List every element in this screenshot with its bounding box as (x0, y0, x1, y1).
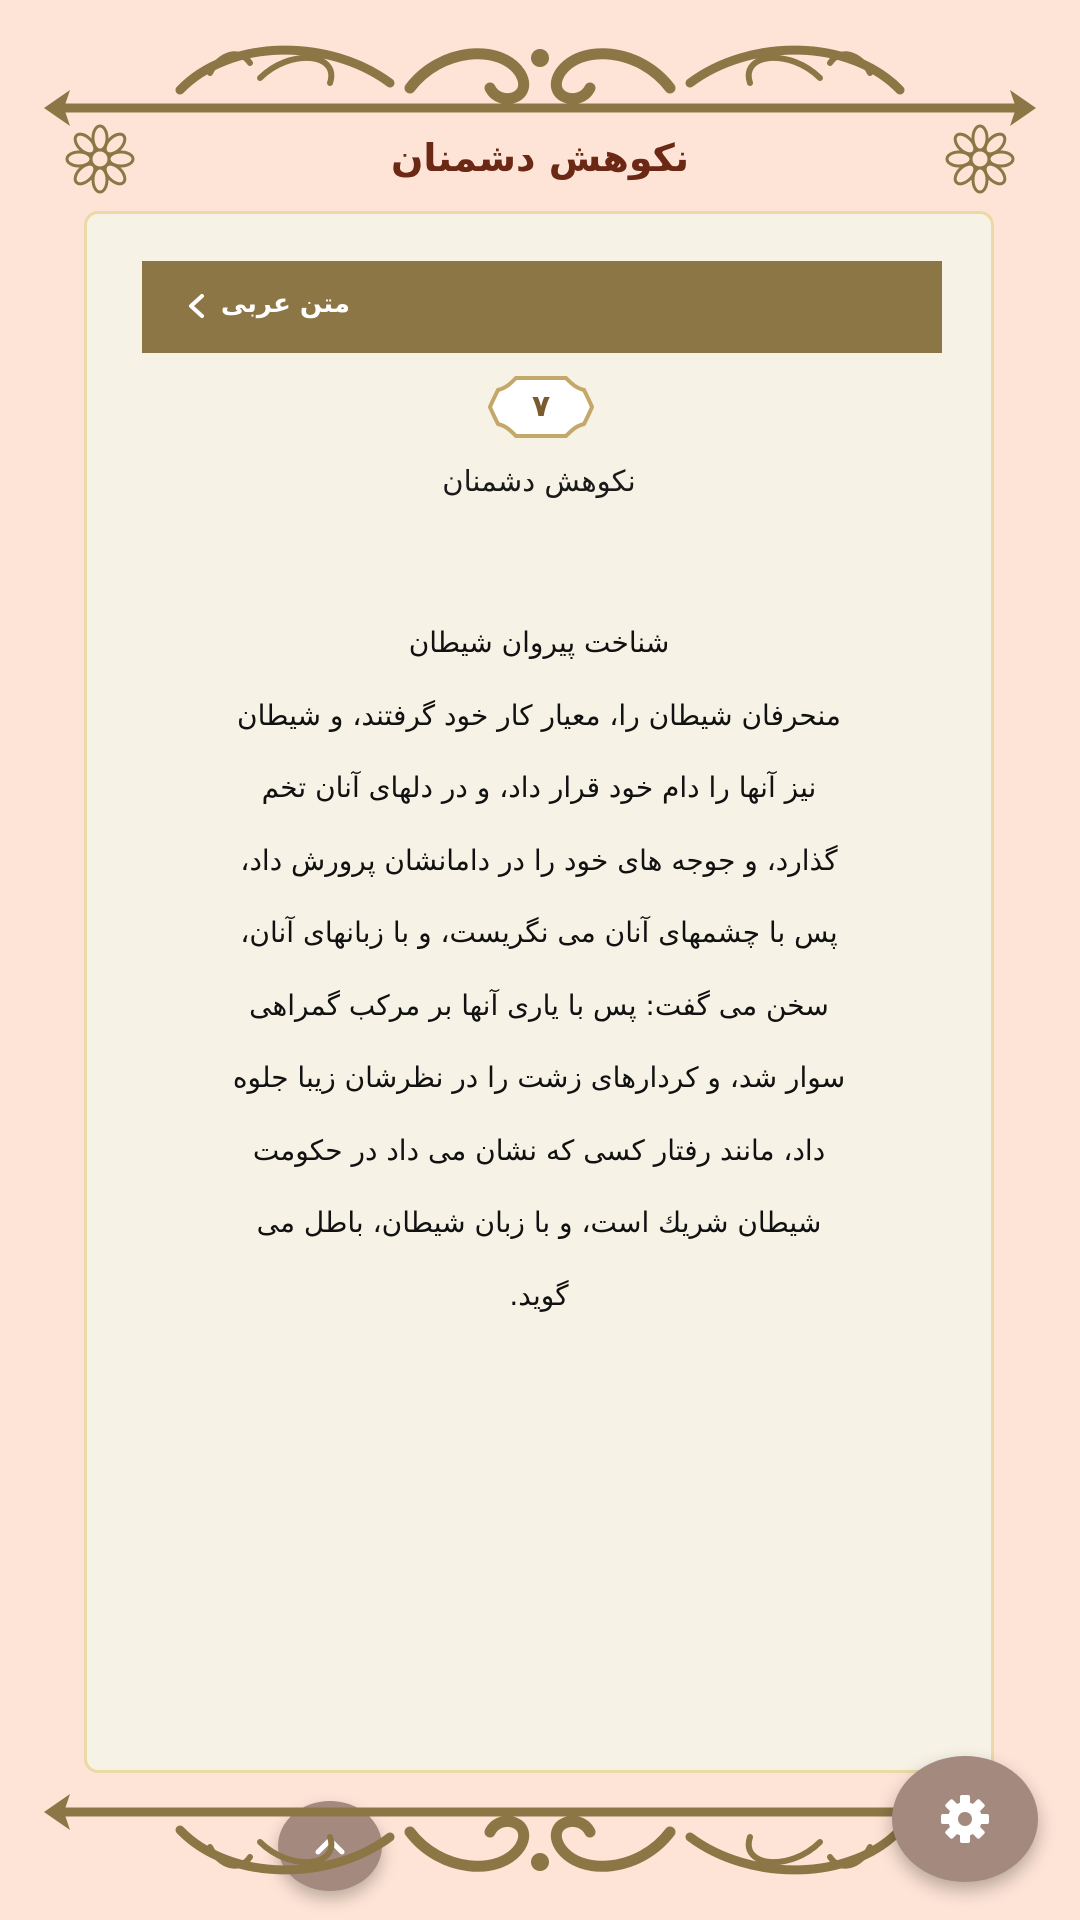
arabic-text-toggle[interactable] (142, 261, 942, 353)
gear-icon (939, 1793, 991, 1845)
text-line: سوار شد، و کردارهای زشت را در نظرشان زیبا جلوه (232, 1061, 846, 1094)
section-subtitle: نکوهش دشمنان (442, 464, 636, 498)
chevron-left-icon (182, 291, 212, 321)
page-title: نکوهش دشمنان (390, 136, 690, 180)
section-number: ۷ (531, 389, 551, 424)
text-line: شیطان شريك است، و با زبان شیطان، باطل می (256, 1206, 822, 1239)
text-line: گوید. (509, 1278, 569, 1312)
text-line: منحرفان شیطان را، معیار کار خود گرفتند، و شیطان (237, 698, 841, 732)
text-line: سخن می گفت: پس با یاری آنها بر مرکب گمراهی (249, 988, 829, 1022)
text-line: داد، مانند رفتار کسی که نشان می داد در حکومت (252, 1133, 826, 1167)
text-line: نیز آنها را دام خود قرار داد، و در دلهای آنان تخم (261, 771, 817, 804)
body-text (199, 607, 879, 1332)
top-ornament-icon (0, 28, 1080, 128)
section-number-badge (488, 370, 594, 444)
settings-button[interactable] (892, 1756, 1038, 1882)
text-line: پس با چشمهای آنان می نگریست، و با زبانهای آنان، (240, 916, 838, 949)
content-card (84, 211, 994, 1773)
text-line: شناخت پیروان شیطان (408, 626, 670, 659)
text-line: گذارد، و جوجه های خود را در دامانشان پرورش داد، (240, 843, 838, 877)
section-header-label: متن عربی (220, 289, 350, 319)
